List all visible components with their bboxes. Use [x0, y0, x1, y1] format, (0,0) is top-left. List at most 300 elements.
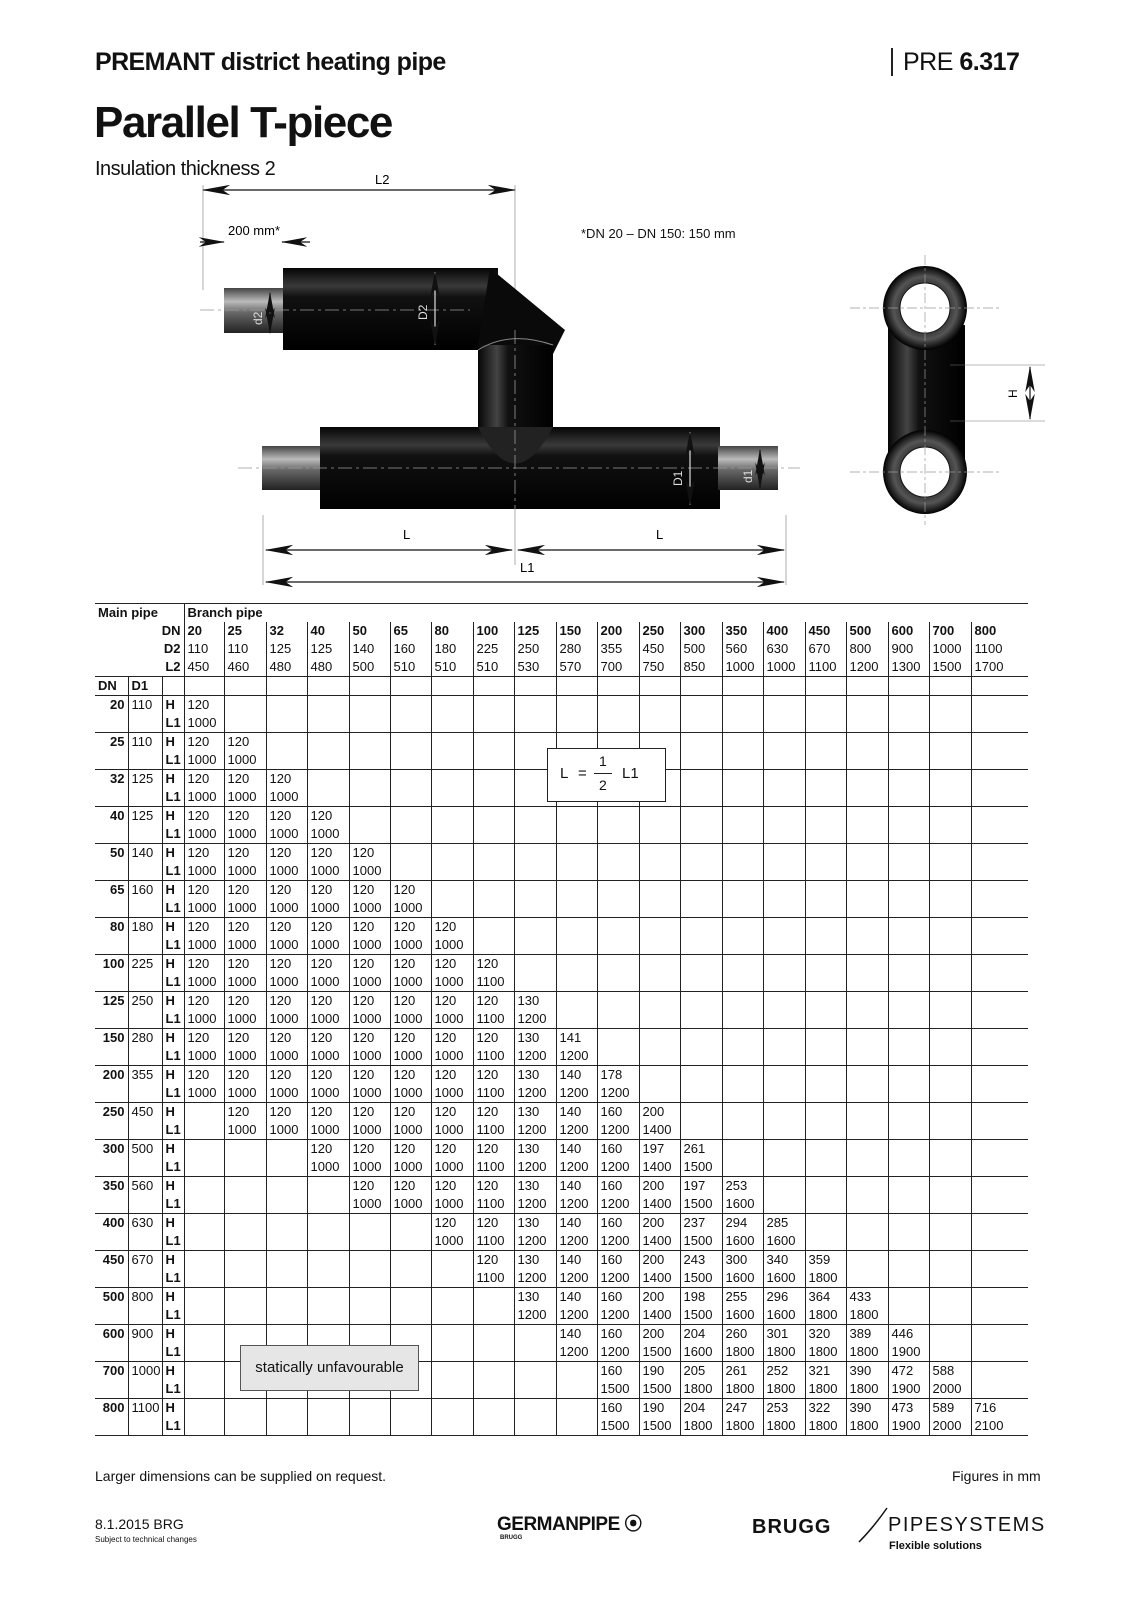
- h-value: [929, 1103, 971, 1122]
- h-label: H: [162, 1029, 184, 1048]
- table-row-l1: [95, 899, 1028, 918]
- h-value: [971, 844, 1028, 863]
- h-value: 160: [597, 1177, 639, 1196]
- h-value: 130: [514, 1177, 556, 1196]
- h-value: [224, 1214, 266, 1233]
- l1-value: [929, 825, 971, 844]
- branch-l2-cell: 1700: [971, 658, 1028, 677]
- l1-value: [763, 714, 805, 733]
- l1-value: [722, 1084, 763, 1103]
- h-value: 130: [514, 1214, 556, 1233]
- l1-value: 1200: [514, 1269, 556, 1288]
- h-value: [971, 1251, 1028, 1270]
- l1-value: 1000: [266, 1121, 307, 1140]
- branch-dn-cell: 500: [846, 622, 888, 640]
- h-value: [224, 1288, 266, 1307]
- l1-value: 1200: [556, 1084, 597, 1103]
- l1-value: 1000: [349, 1084, 390, 1103]
- h-value: 120: [224, 1029, 266, 1048]
- h-value: 120: [266, 1103, 307, 1122]
- h-value: 200: [639, 1325, 680, 1344]
- h-value: 120: [473, 1251, 514, 1270]
- main-label-row: [95, 677, 1028, 696]
- l1-label: L1: [162, 1343, 184, 1362]
- l1-value: 1000: [390, 1084, 431, 1103]
- h-value: [971, 992, 1028, 1011]
- main-dn-cell: 450: [102, 1252, 125, 1267]
- h-value: [307, 733, 349, 752]
- branch-d2-cell: 630: [763, 640, 805, 658]
- h-value: 120: [266, 770, 307, 789]
- main-d1-label: D1: [128, 677, 162, 696]
- l1-value: [888, 1084, 929, 1103]
- l1-value: 1000: [431, 1047, 473, 1066]
- l1-value: [805, 862, 846, 881]
- h-value: [846, 1140, 888, 1159]
- table-row-l1: [95, 1010, 1028, 1029]
- branch-dn-cell: 100: [473, 622, 514, 640]
- h-value: [184, 1214, 224, 1233]
- branch-l2-row: [95, 658, 1028, 677]
- l1-value: 1800: [722, 1417, 763, 1436]
- h-value: 120: [307, 992, 349, 1011]
- l1-value: [929, 1121, 971, 1140]
- l1-value: 1400: [639, 1195, 680, 1214]
- main-dn-cell: 20: [110, 697, 125, 712]
- empty-cell: [556, 677, 597, 696]
- h-value: 120: [431, 1177, 473, 1196]
- branch-dn-cell: 40: [307, 622, 349, 640]
- h-value: [971, 918, 1028, 937]
- h-value: 140: [556, 1251, 597, 1270]
- l1-value: 1500: [639, 1380, 680, 1399]
- l1-value: 1000: [307, 973, 349, 992]
- branch-d2-cell: 140: [349, 640, 390, 658]
- h-value: 130: [514, 1066, 556, 1085]
- l1-value: [473, 936, 514, 955]
- h-value: [763, 1066, 805, 1085]
- l1-value: 1000: [349, 973, 390, 992]
- l1-value: 1200: [556, 1158, 597, 1177]
- l1-value: 1000: [224, 1010, 266, 1029]
- main-dn-cell: 50: [110, 845, 125, 860]
- h-value: [556, 807, 597, 826]
- l1-label: L1: [162, 714, 184, 733]
- main-dn-cell: 700: [102, 1363, 125, 1378]
- l1-value: 1000: [431, 1158, 473, 1177]
- l1-value: [888, 1121, 929, 1140]
- h-value: 120: [307, 918, 349, 937]
- h-value: [722, 807, 763, 826]
- l1-value: 1200: [556, 1121, 597, 1140]
- h-value: 252: [763, 1362, 805, 1381]
- table-row-h: [95, 955, 1028, 974]
- l1-value: 1000: [349, 1195, 390, 1214]
- l1-value: 1600: [722, 1306, 763, 1325]
- l1-value: 1000: [184, 1047, 224, 1066]
- l1-value: 1400: [639, 1232, 680, 1251]
- table-row-l1: [95, 1047, 1028, 1066]
- l1-value: 1200: [514, 1084, 556, 1103]
- h-value: 473: [888, 1399, 929, 1418]
- l1-value: [431, 862, 473, 881]
- header-title: PREMANT district heating pipe: [95, 48, 446, 76]
- l1-value: 1000: [184, 1084, 224, 1103]
- empty-cell: [929, 677, 971, 696]
- l1-value: 1000: [266, 1047, 307, 1066]
- h-value: [846, 1214, 888, 1233]
- main-d1-cell: 900: [128, 1325, 162, 1362]
- h-value: 120: [307, 844, 349, 863]
- branch-l2-cell: 500: [349, 658, 390, 677]
- h-value: 200: [639, 1251, 680, 1270]
- h-value: 120: [184, 955, 224, 974]
- main-d1-cell: 110: [128, 733, 162, 770]
- l1-value: [888, 1195, 929, 1214]
- l1-value: [888, 936, 929, 955]
- h-value: 120: [307, 955, 349, 974]
- h-value: 120: [307, 1066, 349, 1085]
- l1-value: 2000: [929, 1380, 971, 1399]
- main-dn-cell: 600: [102, 1326, 125, 1341]
- l1-value: [224, 1232, 266, 1251]
- spacer-cell: [162, 677, 184, 696]
- l1-value: [307, 714, 349, 733]
- table-row-l1: [95, 825, 1028, 844]
- h-label: H: [162, 844, 184, 863]
- h-value: 160: [597, 1251, 639, 1270]
- h-value: [680, 1029, 722, 1048]
- l1-value: [722, 714, 763, 733]
- l1-value: [763, 825, 805, 844]
- h-value: [184, 1177, 224, 1196]
- l1-value: [307, 1195, 349, 1214]
- main-d1-cell: 125: [128, 770, 162, 807]
- l1-value: 1200: [597, 1306, 639, 1325]
- l1-value: [597, 825, 639, 844]
- branch-d2-cell: 110: [184, 640, 224, 658]
- h-value: 321: [805, 1362, 846, 1381]
- l1-value: [431, 714, 473, 733]
- branch-l2-cell: 1000: [722, 658, 763, 677]
- l1-value: [971, 1121, 1028, 1140]
- h-value: [722, 881, 763, 900]
- h-value: [929, 1251, 971, 1270]
- h-value: [805, 770, 846, 789]
- l1-value: [514, 899, 556, 918]
- h-value: 120: [224, 770, 266, 789]
- branch-l2-cell: 570: [556, 658, 597, 677]
- l1-value: [473, 899, 514, 918]
- h-value: [888, 1140, 929, 1159]
- l1-value: [805, 1232, 846, 1251]
- h-value: 178: [597, 1066, 639, 1085]
- h-value: [224, 1177, 266, 1196]
- l1-value: [971, 1343, 1028, 1362]
- table-row-h: [95, 1177, 1028, 1196]
- h-value: 140: [556, 1177, 597, 1196]
- h-value: 120: [349, 844, 390, 863]
- h-value: 197: [680, 1177, 722, 1196]
- h-value: [266, 1177, 307, 1196]
- l1-value: [556, 899, 597, 918]
- l1-value: 1800: [846, 1380, 888, 1399]
- l1-label: L1: [162, 899, 184, 918]
- h-value: 120: [390, 1029, 431, 1048]
- l1-value: [556, 973, 597, 992]
- h-value: [349, 1288, 390, 1307]
- h-value: [680, 881, 722, 900]
- h-value: [431, 1362, 473, 1381]
- h-value: [722, 918, 763, 937]
- h-value: 120: [224, 1103, 266, 1122]
- h-value: 120: [431, 955, 473, 974]
- flexible-solutions: Flexible solutions: [889, 1540, 982, 1552]
- h-value: [722, 1066, 763, 1085]
- table-row-h: [95, 696, 1028, 715]
- l1-value: [184, 1232, 224, 1251]
- l1-value: [266, 1158, 307, 1177]
- h-value: [846, 992, 888, 1011]
- l1-value: 1000: [224, 788, 266, 807]
- branch-l2-cell: 530: [514, 658, 556, 677]
- table-row-h: [95, 1399, 1028, 1418]
- h-value: [639, 696, 680, 715]
- branch-l2-label: L2: [165, 659, 181, 674]
- h-value: 120: [224, 733, 266, 752]
- main-d1-cell: 110: [128, 696, 162, 733]
- l1-value: [597, 714, 639, 733]
- h-value: 120: [390, 881, 431, 900]
- l1-value: [971, 1084, 1028, 1103]
- h-value: [846, 807, 888, 826]
- l1-value: [805, 899, 846, 918]
- h-value: 120: [431, 992, 473, 1011]
- l1-value: 1200: [556, 1269, 597, 1288]
- h-value: [224, 1251, 266, 1270]
- h-value: [597, 807, 639, 826]
- empty-cell: [888, 677, 929, 696]
- l1-value: [184, 1417, 224, 1436]
- l1-value: [680, 936, 722, 955]
- l1-value: [763, 1121, 805, 1140]
- l1-value: [680, 862, 722, 881]
- h-value: 296: [763, 1288, 805, 1307]
- l1-value: [680, 714, 722, 733]
- h-label: H: [162, 881, 184, 900]
- l1-value: [888, 751, 929, 770]
- h-value: [888, 807, 929, 826]
- l1-value: [514, 936, 556, 955]
- branch-dn-cell: 150: [556, 622, 597, 640]
- l1-value: [184, 1269, 224, 1288]
- h-value: [805, 881, 846, 900]
- l1-value: 1000: [349, 1121, 390, 1140]
- main-dn-cell: 250: [102, 1104, 125, 1119]
- l1-value: 1000: [307, 1084, 349, 1103]
- h-value: [390, 807, 431, 826]
- units-note: Figures in mm: [952, 1468, 1041, 1484]
- l1-label: L1: [162, 751, 184, 770]
- l1-value: [846, 1121, 888, 1140]
- label-h: H: [1006, 389, 1020, 398]
- l1-value: [514, 1343, 556, 1362]
- table-row-l1: [95, 1121, 1028, 1140]
- date-code: 8.1.2015 BRG: [95, 1516, 184, 1532]
- h-value: [929, 1325, 971, 1344]
- l1-value: [846, 751, 888, 770]
- branch-dn-cell: 65: [390, 622, 431, 640]
- l1-value: [722, 973, 763, 992]
- brugg-logo: BRUGG: [752, 1516, 832, 1538]
- h-value: [846, 696, 888, 715]
- l1-value: 1500: [639, 1417, 680, 1436]
- h-value: [971, 881, 1028, 900]
- h-value: [597, 844, 639, 863]
- h-label: H: [162, 1214, 184, 1233]
- l1-value: [763, 936, 805, 955]
- l1-value: 1200: [597, 1121, 639, 1140]
- h-value: [971, 733, 1028, 752]
- l1-value: 1000: [390, 899, 431, 918]
- h-value: [680, 770, 722, 789]
- l1-value: 1400: [639, 1306, 680, 1325]
- h-value: [514, 1399, 556, 1418]
- table-row-h: [95, 844, 1028, 863]
- h-value: [971, 1140, 1028, 1159]
- l1-value: [390, 1269, 431, 1288]
- h-label: H: [162, 1288, 184, 1307]
- h-value: 253: [722, 1177, 763, 1196]
- branch-dn-cell: 450: [805, 622, 846, 640]
- l1-value: 1200: [514, 1158, 556, 1177]
- h-value: 285: [763, 1214, 805, 1233]
- l1-value: [184, 1158, 224, 1177]
- table-row-l1: [95, 714, 1028, 733]
- empty-cell: [473, 677, 514, 696]
- l1-value: [349, 751, 390, 770]
- h-value: [929, 1214, 971, 1233]
- h-label: H: [162, 992, 184, 1011]
- empty-cell: [680, 677, 722, 696]
- branch-d2-cell: 160: [390, 640, 431, 658]
- branch-dn-cell: 350: [722, 622, 763, 640]
- h-value: [929, 733, 971, 752]
- h-value: [680, 1103, 722, 1122]
- h-value: 359: [805, 1251, 846, 1270]
- l1-value: [349, 1417, 390, 1436]
- label-200mm: 200 mm*: [228, 223, 281, 238]
- h-value: [971, 696, 1028, 715]
- l1-value: 1000: [349, 1047, 390, 1066]
- h-value: 322: [805, 1399, 846, 1418]
- h-value: [763, 844, 805, 863]
- h-value: [722, 955, 763, 974]
- l1-value: [514, 714, 556, 733]
- h-value: 120: [224, 1066, 266, 1085]
- h-value: [556, 992, 597, 1011]
- h-value: 433: [846, 1288, 888, 1307]
- l1-value: 1500: [680, 1195, 722, 1214]
- l1-value: [929, 1232, 971, 1251]
- h-value: [763, 733, 805, 752]
- h-value: [514, 807, 556, 826]
- empty-cell: [184, 677, 224, 696]
- formula-denominator: 2: [599, 777, 607, 793]
- h-value: [763, 1177, 805, 1196]
- l1-value: [929, 1084, 971, 1103]
- branch-pipe-header: Branch pipe: [184, 604, 1028, 623]
- l1-value: 1100: [473, 1232, 514, 1251]
- table-row-l1: [95, 1158, 1028, 1177]
- l1-value: 1000: [307, 1047, 349, 1066]
- main-dn-cell: 100: [102, 956, 125, 971]
- l1-value: [971, 714, 1028, 733]
- h-value: 120: [349, 1029, 390, 1048]
- l1-value: [763, 788, 805, 807]
- branch-d2-cell: 280: [556, 640, 597, 658]
- l1-value: 1000: [390, 936, 431, 955]
- l1-value: [680, 1084, 722, 1103]
- h-value: [597, 1029, 639, 1048]
- main-dn-cell: 40: [110, 808, 125, 823]
- h-value: [846, 1029, 888, 1048]
- l1-value: 1000: [266, 825, 307, 844]
- h-value: [639, 807, 680, 826]
- l1-value: [971, 1195, 1028, 1214]
- branch-d2-cell: 800: [846, 640, 888, 658]
- h-value: [846, 918, 888, 937]
- main-d1-cell: 355: [128, 1066, 162, 1103]
- l1-value: [473, 788, 514, 807]
- branch-d2-cell: 125: [307, 640, 349, 658]
- h-value: 120: [390, 1177, 431, 1196]
- h-value: [846, 881, 888, 900]
- h-value: 120: [184, 807, 224, 826]
- l1-value: [680, 1047, 722, 1066]
- l1-value: [224, 1158, 266, 1177]
- h-value: [514, 955, 556, 974]
- h-value: 446: [888, 1325, 929, 1344]
- h-value: 261: [722, 1362, 763, 1381]
- h-value: [639, 918, 680, 937]
- h-value: 205: [680, 1362, 722, 1381]
- l1-value: [390, 1417, 431, 1436]
- l1-value: 1000: [224, 751, 266, 770]
- l1-value: 2000: [929, 1417, 971, 1436]
- h-value: [473, 733, 514, 752]
- l1-value: 1000: [266, 936, 307, 955]
- l1-value: [431, 788, 473, 807]
- h-value: 120: [266, 1029, 307, 1048]
- fraction-bar: [594, 773, 612, 774]
- h-value: [514, 1362, 556, 1381]
- h-value: [680, 696, 722, 715]
- table-row-h: [95, 918, 1028, 937]
- l1-value: [431, 899, 473, 918]
- main-dn-cell: 65: [110, 882, 125, 897]
- h-value: 120: [349, 1177, 390, 1196]
- h-value: 200: [639, 1288, 680, 1307]
- l1-value: 1000: [390, 1158, 431, 1177]
- h-value: [431, 733, 473, 752]
- h-value: 130: [514, 1288, 556, 1307]
- l1-value: 1000: [390, 1010, 431, 1029]
- h-value: [639, 955, 680, 974]
- l1-value: [805, 1010, 846, 1029]
- l1-value: 1000: [184, 862, 224, 881]
- l1-label: L1: [162, 1010, 184, 1029]
